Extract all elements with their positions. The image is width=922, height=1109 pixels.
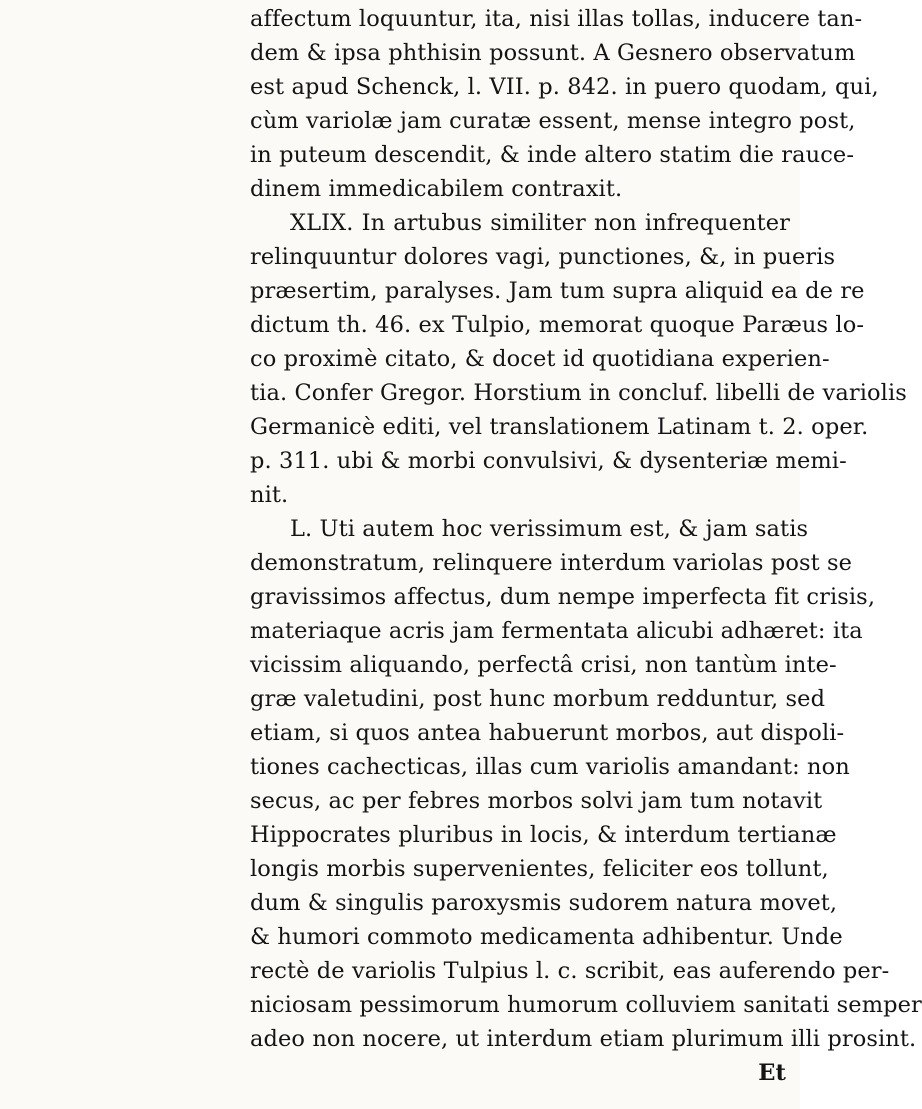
text-line: tiones cachecticas, illas cum variolis amandant: non bbox=[250, 754, 850, 780]
text-line: dem & ipsa phthisin possunt. A Gesnero observatum bbox=[250, 40, 856, 66]
text-line: & humori commoto medicamenta adhibentur. Unde bbox=[250, 924, 843, 950]
text-line: materiaque acris jam fermentata alicubi adhæret: ita bbox=[250, 618, 863, 644]
text-line: longis morbis supervenientes, feliciter eos tollunt, bbox=[250, 856, 829, 882]
text-line: dum & singulis paroxysmis sudorem natura movet, bbox=[250, 890, 838, 916]
text-line: græ valetudini, post hunc morbum redduntur, sed bbox=[250, 686, 826, 712]
text-line: dictum th. 46. ex Tulpio, memorat quoque Paræus lo- bbox=[250, 312, 865, 338]
text-line: p. 311. ubi & morbi convulsivi, & dysenteriæ memi- bbox=[250, 448, 847, 474]
text-line: est apud Schenck, l. VII. p. 842. in puero quodam, qui, bbox=[250, 74, 879, 100]
text-line: tia. Confer Gregor. Horstium in concluf. libelli de variolis bbox=[250, 380, 907, 406]
section-heading-line: XLIX. In artubus similiter non infrequenter bbox=[290, 210, 790, 236]
text-line: vicissim aliquando, perfectâ crisi, non tantùm inte- bbox=[250, 652, 837, 678]
text-line: secus, ac per febres morbos solvi jam tum notavit bbox=[250, 788, 823, 814]
text-line: præsertim, paralyses. Jam tum supra aliquid ea de re bbox=[250, 278, 865, 304]
text-line: Hippocrates pluribus in locis, & interdum tertianæ bbox=[250, 822, 837, 848]
text-line: Germanicè editi, vel translationem Latinam t. 2. oper. bbox=[250, 414, 869, 440]
text-line: dinem immedicabilem contraxit. bbox=[250, 176, 623, 202]
text-line: nit. bbox=[250, 482, 289, 508]
text-line: niciosam pessimorum humorum colluviem sanitati semper bbox=[250, 992, 922, 1018]
text-line: demonstratum, relinquere interdum variolas post se bbox=[250, 550, 853, 576]
text-line: in puteum descendit, & inde altero statim die rauce- bbox=[250, 142, 855, 168]
text-line: cùm variolæ jam curatæ essent, mense integro post, bbox=[250, 108, 856, 134]
text-line: affectum loquuntur, ita, nisi illas tollas, inducere tan- bbox=[250, 6, 863, 32]
text-column bbox=[250, 2, 922, 1090]
text-line: adeo non nocere, ut interdum etiam plurimum illi prosint. bbox=[250, 1026, 917, 1052]
text-line: co proximè citato, & docet id quotidiana experien- bbox=[250, 346, 830, 372]
catchword: Et bbox=[758, 1060, 786, 1086]
text-line: rectè de variolis Tulpius l. c. scribit, eas auferendo per- bbox=[250, 958, 890, 984]
text-line: relinquuntur dolores vagi, punctiones, &, in pueris bbox=[250, 244, 836, 270]
text-line: etiam, si quos antea habuerunt morbos, aut dispoli- bbox=[250, 720, 845, 746]
section-heading-line: L. Uti autem hoc verissimum est, & jam satis bbox=[290, 516, 809, 542]
text-line: gravissimos affectus, dum nempe imperfecta fit crisis, bbox=[250, 584, 876, 610]
